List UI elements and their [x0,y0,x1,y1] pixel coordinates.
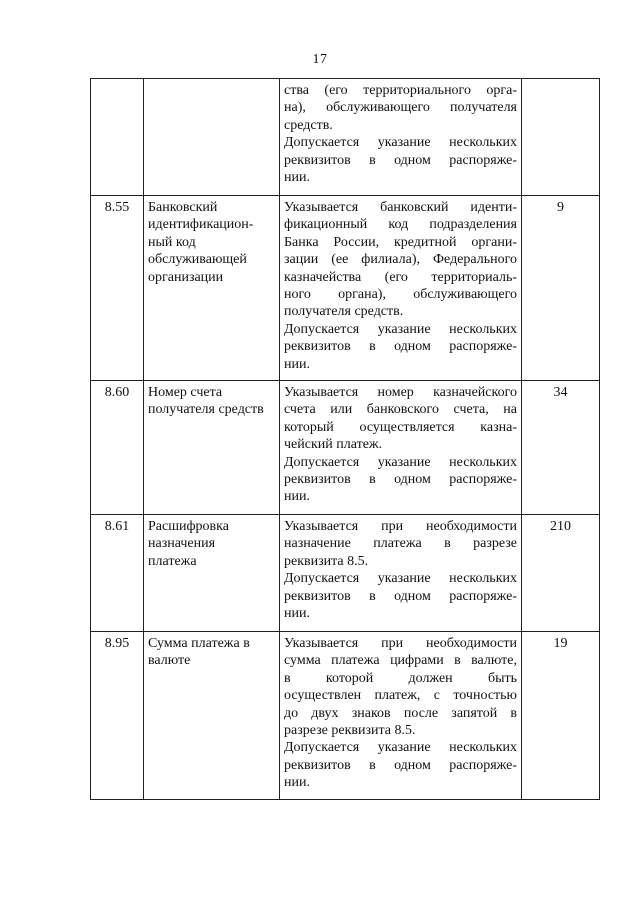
requisite-name-cell [144,79,280,196]
requisite-description-line: счета или банковского счета, на [284,402,517,418]
table-row [91,79,600,196]
requisites-table [90,78,600,800]
requisite-name-line: валюте [148,653,191,669]
requisite-description-line: получателя средств. [284,304,404,320]
requisite-description-line: зации (ее филиала), Федерального [284,252,517,268]
requisite-description-line: ства (его территориального орга- [284,83,517,98]
requisite-name-line: Номер счета [148,385,223,400]
field-size-cell: 34 [522,381,600,515]
requisite-description-line: реквизита 8.5. [284,553,369,569]
requisite-description-line: реквизитов в одном распоряже- [284,152,517,168]
requisite-description-line: нии. [284,170,310,186]
requisite-description-line: фикационный код подразделения [284,217,517,233]
requisite-description-line: Допускается указание нескольких [284,571,517,587]
requisite-name-line: Сумма платежа в [148,636,250,651]
requisite-name-line: идентификацион- [148,217,254,233]
requisite-description-line: ного органа), обслуживающего [284,287,517,303]
table-row [91,632,600,800]
row-number-cell: 8.55 [91,196,144,381]
requisite-name-line: получателя средств [148,402,264,418]
requisite-description-line: нии. [284,356,310,372]
requisite-description-cell [280,196,522,381]
requisite-description-line: казначейства (его территориаль- [284,269,517,285]
requisite-name-cell [144,632,280,800]
requisite-description-line: сумма платежа цифрами в валюте, [284,653,517,669]
requisite-description-line: чейский платеж. [284,437,383,453]
requisite-description-line: Указывается при необходимости [284,636,517,651]
requisite-name-line: Банковский [148,200,218,215]
requisite-description-line: реквизитов в одном распоряже- [284,588,517,604]
requisite-description-line: нии. [284,775,310,791]
requisite-description-line: до двух знаков после запятой в [284,705,517,721]
requisite-description-cell [280,381,522,515]
requisite-description-line: средств. [284,117,333,133]
table-row [91,196,600,381]
requisite-description-line: Допускается указание нескольких [284,740,517,756]
requisite-description-line: разрезе реквизита 8.5. [284,723,416,739]
requisite-description-line: реквизитов в одном распоряже- [284,339,517,355]
requisite-description-line: реквизитов в одном распоряже- [284,472,517,488]
requisite-name-line: Расшифровка [148,519,229,534]
requisite-name-line: организации [148,269,224,285]
requisite-name-cell [144,381,280,515]
requisite-description-line: осуществлен платеж, с точностью [284,688,517,704]
row-number-cell: 8.95 [91,632,144,800]
requisite-description-cell [280,632,522,800]
requisite-description-line: назначение платежа в разрезе [284,536,517,552]
requisite-name-line: платежа [148,553,197,569]
requisite-description-line: нии. [284,489,310,505]
requisite-description-line: в которой должен быть [284,670,517,686]
field-size-cell: 19 [522,632,600,800]
requisite-description-cell [280,79,522,196]
requisite-description-line: Указывается при необходимости [284,519,517,534]
requisite-name-line: ный код [148,234,196,250]
requisite-description-line: Указывается номер казначейского [284,385,517,400]
requisite-description-line: нии. [284,606,310,622]
field-size-cell: 9 [522,196,600,381]
requisite-description-line: который осуществляется казна- [284,419,517,435]
field-size-cell [522,79,600,196]
row-number-cell: 8.61 [91,515,144,632]
requisite-description-line: Допускается указание нескольких [284,454,517,470]
requisite-name-line: обслуживающей [148,252,247,268]
requisite-name-cell [144,196,280,381]
table-row [91,515,600,632]
field-size-cell: 210 [522,515,600,632]
row-number-cell [91,79,144,196]
requisite-description-line: Допускается указание нескольких [284,321,517,337]
requisite-description-line: Указывается банковский иденти- [284,200,517,215]
requisite-description-cell [280,515,522,632]
requisite-description-line: Банка России, кредитной органи- [284,234,517,250]
requisite-description-line: Допускается указание нескольких [284,135,517,151]
table-row [91,381,600,515]
requisite-name-cell [144,515,280,632]
page-number: 17 [312,52,328,67]
table-body [91,79,600,800]
row-number-cell: 8.60 [91,381,144,515]
requisite-description-line: реквизитов в одном распоряже- [284,757,517,773]
requisite-name-line: назначения [148,536,216,552]
requisite-description-line: на), обслуживающего получателя [284,100,517,116]
